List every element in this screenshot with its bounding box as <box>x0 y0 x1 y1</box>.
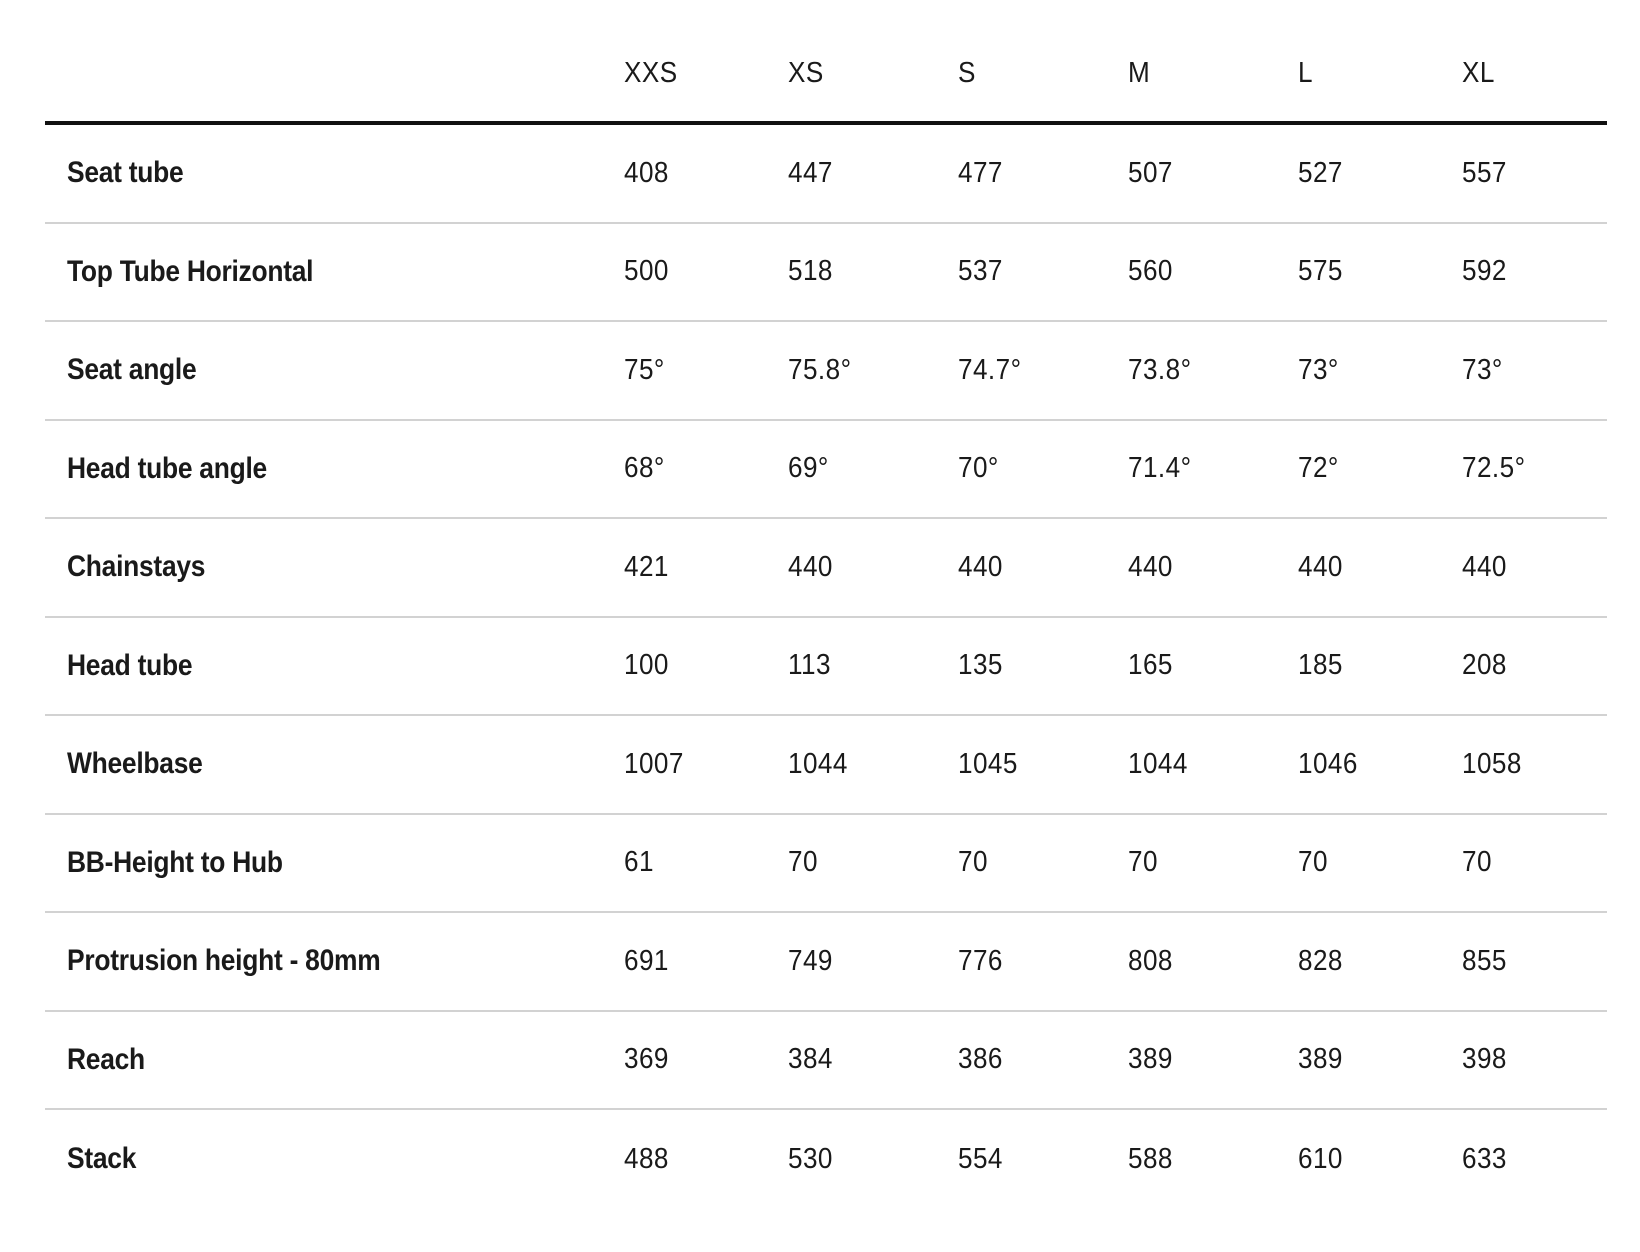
table-cell: 73.8° <box>1128 353 1192 386</box>
row-values <box>624 1043 1602 1076</box>
size-headers <box>624 57 1602 90</box>
column-header-size: XS <box>788 57 824 89</box>
table-row <box>45 1110 1607 1209</box>
table-cell: 72° <box>1298 452 1339 485</box>
table-cell: 1045 <box>958 747 1018 780</box>
table-row <box>45 815 1607 914</box>
table-row <box>45 716 1607 815</box>
table-cell: 208 <box>1462 649 1507 682</box>
table-cell: 389 <box>1128 1043 1173 1076</box>
table-cell: 68° <box>624 452 665 485</box>
table-cell: 75° <box>624 353 665 386</box>
table-cell: 1044 <box>788 747 848 780</box>
table-cell: 477 <box>958 156 1003 189</box>
table-cell: 70 <box>788 846 818 879</box>
table-cell: 447 <box>788 156 833 189</box>
table-cell: 386 <box>958 1043 1003 1076</box>
table-cell: 398 <box>1462 1043 1507 1076</box>
table-cell: 70 <box>1462 846 1492 879</box>
table-cell: 1044 <box>1128 747 1188 780</box>
table-cell: 554 <box>958 1142 1003 1175</box>
row-values <box>624 157 1602 190</box>
table-cell: 73° <box>1462 353 1503 386</box>
row-values <box>624 1143 1602 1176</box>
table-cell: 440 <box>1298 550 1343 583</box>
table-cell: 389 <box>1298 1043 1343 1076</box>
table-cell: 557 <box>1462 156 1507 189</box>
table-cell: 71.4° <box>1128 452 1192 485</box>
row-values <box>624 255 1602 288</box>
table-cell: 500 <box>624 255 669 288</box>
row-values <box>624 551 1602 584</box>
table-row <box>45 618 1607 717</box>
table-cell: 808 <box>1128 944 1173 977</box>
column-header-size: M <box>1128 57 1151 89</box>
row-values <box>624 354 1602 387</box>
table-cell: 530 <box>788 1142 833 1175</box>
table-cell: 100 <box>624 649 669 682</box>
table-cell: 1058 <box>1462 747 1522 780</box>
table-row <box>45 519 1607 618</box>
table-cell: 384 <box>788 1043 833 1076</box>
table-cell: 135 <box>958 649 1003 682</box>
table-cell: 369 <box>624 1043 669 1076</box>
table-cell: 421 <box>624 550 669 583</box>
row-values <box>624 452 1602 485</box>
table-cell: 518 <box>788 255 833 288</box>
table-cell: 75.8° <box>788 353 852 386</box>
table-row <box>45 421 1607 520</box>
table-cell: 575 <box>1298 255 1343 288</box>
table-row <box>45 125 1607 224</box>
row-values <box>624 846 1602 879</box>
table-cell: 165 <box>1128 649 1173 682</box>
table-cell: 588 <box>1128 1142 1173 1175</box>
table-cell: 440 <box>1128 550 1173 583</box>
table-cell: 1007 <box>624 747 684 780</box>
table-cell: 440 <box>958 550 1003 583</box>
row-values <box>624 945 1602 978</box>
table-cell: 507 <box>1128 156 1173 189</box>
column-header-size: XL <box>1462 57 1495 89</box>
row-label: Seat tube <box>67 156 184 190</box>
table-cell: 527 <box>1298 156 1343 189</box>
table-cell: 61 <box>624 846 654 879</box>
table-cell: 855 <box>1462 944 1507 977</box>
table-cell: 73° <box>1298 353 1339 386</box>
table-cell: 70 <box>1298 846 1328 879</box>
row-label: Top Tube Horizontal <box>67 254 314 288</box>
table-cell: 1046 <box>1298 747 1358 780</box>
row-label: Seat angle <box>67 353 197 387</box>
row-label: Chainstays <box>67 550 206 584</box>
table-header-row <box>45 0 1607 125</box>
table-cell: 72.5° <box>1462 452 1526 485</box>
table-row <box>45 913 1607 1012</box>
table-cell: 560 <box>1128 255 1173 288</box>
table-cell: 610 <box>1298 1142 1343 1175</box>
table-cell: 69° <box>788 452 829 485</box>
table-row <box>45 1012 1607 1111</box>
table-cell: 70 <box>958 846 988 879</box>
table-cell: 592 <box>1462 255 1507 288</box>
row-label: Head tube angle <box>67 451 267 485</box>
table-cell: 440 <box>1462 550 1507 583</box>
table-cell: 74.7° <box>958 353 1022 386</box>
table-cell: 633 <box>1462 1142 1507 1175</box>
table-cell: 408 <box>624 156 669 189</box>
row-label: Reach <box>67 1042 145 1076</box>
table-row <box>45 224 1607 323</box>
table-row <box>45 322 1607 421</box>
row-label: Stack <box>67 1142 137 1176</box>
row-label: BB-Height to Hub <box>67 845 283 879</box>
table-cell: 691 <box>624 944 669 977</box>
table-cell: 70 <box>1128 846 1158 879</box>
row-values <box>624 649 1602 682</box>
table-body <box>45 125 1607 1209</box>
table-cell: 828 <box>1298 944 1343 977</box>
table-cell: 113 <box>788 649 831 682</box>
table-cell: 776 <box>958 944 1003 977</box>
geometry-table <box>45 0 1607 1209</box>
row-values <box>624 748 1602 781</box>
column-header-size: S <box>958 57 976 89</box>
table-cell: 70° <box>958 452 999 485</box>
column-header-size: L <box>1298 57 1313 89</box>
table-cell: 440 <box>788 550 833 583</box>
table-cell: 749 <box>788 944 833 977</box>
row-label: Protrusion height - 80mm <box>67 944 381 978</box>
column-header-size: XXS <box>624 57 678 89</box>
row-label: Head tube <box>67 648 193 682</box>
table-cell: 185 <box>1298 649 1343 682</box>
table-cell: 488 <box>624 1142 669 1175</box>
table-cell: 537 <box>958 255 1003 288</box>
row-label: Wheelbase <box>67 747 203 781</box>
